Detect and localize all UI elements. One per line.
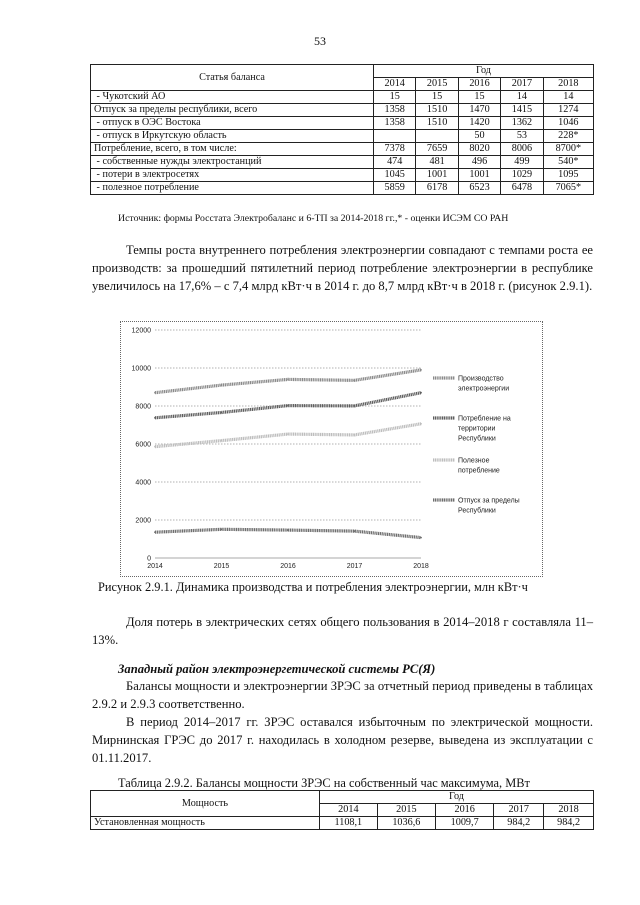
x-tick-label: 2018 xyxy=(413,563,429,570)
balance-year-2016: 2016 xyxy=(458,78,500,91)
table-cell: 228* xyxy=(543,130,593,143)
legend-label: Потребление на xyxy=(458,415,511,423)
row-label: - отпуск в Иркутскую область xyxy=(91,130,374,143)
legend-label: территории xyxy=(458,425,496,433)
paragraph-growth: Темпы роста внутреннего потребления электроэнергии совпадают с темпами роста ее производств: за прошедший пятилетний период потребление электроэнергии в республике увеличилось на 17,6% – с 7,4 млрд кВт·ч в 2014 г. до 8,7 млрд кВт·ч в 2018 г. (рисунок 2.9.1). xyxy=(92,243,593,293)
data-point xyxy=(221,412,223,414)
table-cell: 53 xyxy=(501,130,543,143)
table-cell: 1274 xyxy=(543,104,593,117)
data-point xyxy=(221,384,223,386)
power-year-2017: 2017 xyxy=(494,804,544,817)
data-point xyxy=(287,529,289,531)
table-cell: 1510 xyxy=(416,117,458,130)
table-cell: 5859 xyxy=(374,182,416,195)
paragraph-losses: Доля потерь в электрических сетях общего пользования в 2014–2018 г составляла 11–13%. xyxy=(92,615,593,647)
table-cell: 8006 xyxy=(501,143,543,156)
data-point xyxy=(154,446,156,448)
table-cell: 1001 xyxy=(416,169,458,182)
data-point xyxy=(420,423,422,425)
table-row xyxy=(91,91,594,104)
table-row xyxy=(91,117,594,130)
row-label: - собственные нужды электростанций xyxy=(91,156,374,169)
row-label: Потребление, всего, в том числе: xyxy=(91,143,374,156)
balance-table xyxy=(90,64,594,195)
table-cell: 6478 xyxy=(501,182,543,195)
table-cell: 1108,1 xyxy=(320,817,378,830)
paragraph-period: В период 2014–2017 гг. ЗРЭС оставался избыточным по электрической мощности. Мирнинская ГРЭС до 2017 г. находилась в холодном резерве, выведена из эксплуатации с 01.11.2017. xyxy=(92,715,593,765)
table-cell: 15 xyxy=(374,91,416,104)
balance-year-group: Год xyxy=(374,65,594,78)
balance-year-2017: 2017 xyxy=(501,78,543,91)
table-cell: 496 xyxy=(458,156,500,169)
table-cell: 14 xyxy=(543,91,593,104)
table-cell: 1045 xyxy=(374,169,416,182)
legend-label: Отпуск за пределы xyxy=(458,497,520,505)
row-label: Отпуск за пределы республики, всего xyxy=(91,104,374,117)
legend-label: Республики xyxy=(458,507,496,515)
data-point xyxy=(287,379,289,381)
data-point xyxy=(354,434,356,436)
table-cell: 1510 xyxy=(416,104,458,117)
table-cell: 1036,6 xyxy=(377,817,435,830)
data-point xyxy=(154,417,156,419)
balance-header-label: Статья баланса xyxy=(91,65,374,91)
y-tick-label: 8000 xyxy=(135,403,151,411)
table-cell: 1420 xyxy=(458,117,500,130)
table-row xyxy=(91,104,594,117)
table-row xyxy=(91,156,594,169)
row-label: Установленная мощность xyxy=(91,817,320,830)
table-cell: 984,2 xyxy=(494,817,544,830)
power-year-2016: 2016 xyxy=(436,804,494,817)
row-label: - Чукотский АО xyxy=(91,91,374,104)
legend-label: электроэнергии xyxy=(458,385,510,393)
table-cell: 984,2 xyxy=(544,817,594,830)
data-point xyxy=(154,531,156,533)
table-cell: 1095 xyxy=(543,169,593,182)
data-point xyxy=(420,369,422,371)
table-cell: 14 xyxy=(501,91,543,104)
table-cell: 481 xyxy=(416,156,458,169)
data-point xyxy=(354,530,356,532)
chart-container xyxy=(120,321,543,577)
y-tick-label: 10000 xyxy=(131,365,151,373)
table-cell: 7065* xyxy=(543,182,593,195)
table-cell: 15 xyxy=(458,91,500,104)
legend-label: Производство xyxy=(458,375,504,383)
section-title: Западный район электроэнергетической системы РС(Я) xyxy=(118,662,436,676)
table-cell: 8700* xyxy=(543,143,593,156)
table-row xyxy=(91,143,594,156)
table-row xyxy=(91,182,594,195)
power-table xyxy=(90,790,594,830)
table-cell: 1029 xyxy=(501,169,543,182)
table-cell: 1415 xyxy=(501,104,543,117)
series-line xyxy=(155,424,421,447)
paragraph-balances: Балансы мощности и электроэнергии ЗРЭС за отчетный период приведены в таблицах 2.9.2 и 2.9.3 соответственно. xyxy=(92,679,593,711)
figure-caption: Рисунок 2.9.1. Динамика производства и потребления электроэнергии, млн кВт·ч xyxy=(98,580,528,594)
table-cell: 1358 xyxy=(374,104,416,117)
table-cell: 1009,7 xyxy=(436,817,494,830)
table-cell: 6178 xyxy=(416,182,458,195)
power-year-group: Год xyxy=(320,791,594,804)
data-point xyxy=(287,405,289,407)
power-year-2014: 2014 xyxy=(320,804,378,817)
data-point xyxy=(287,433,289,435)
y-tick-label: 4000 xyxy=(135,479,151,487)
power-year-2018: 2018 xyxy=(544,804,594,817)
table-row xyxy=(91,130,594,143)
y-tick-label: 12000 xyxy=(131,327,151,335)
table-cell: 8020 xyxy=(458,143,500,156)
source-note: Источник: формы Росстата Электробаланс и 6-ТП за 2014-2018 гг.,* - оценки ИСЭМ СО РАН xyxy=(118,213,509,224)
x-tick-label: 2017 xyxy=(346,563,363,570)
row-label: - отпуск в ОЭС Востока xyxy=(91,117,374,130)
power-year-2015: 2015 xyxy=(377,804,435,817)
y-tick-label: 2000 xyxy=(135,517,151,525)
data-point xyxy=(221,528,223,530)
table-cell: 1362 xyxy=(501,117,543,130)
series-line xyxy=(155,370,421,393)
data-point xyxy=(221,440,223,442)
table-cell: 6523 xyxy=(458,182,500,195)
balance-year-2015: 2015 xyxy=(416,78,458,91)
table-cell xyxy=(374,130,416,143)
table-cell: 15 xyxy=(416,91,458,104)
table-cell: 499 xyxy=(501,156,543,169)
balance-year-2018: 2018 xyxy=(543,78,593,91)
table-cell: 1470 xyxy=(458,104,500,117)
line-chart xyxy=(121,322,542,576)
table-cell: 474 xyxy=(374,156,416,169)
page-number: 53 xyxy=(314,34,326,48)
y-tick-label: 6000 xyxy=(135,441,151,449)
legend-label: Республики xyxy=(458,435,496,443)
power-header-label: Мощность xyxy=(91,791,320,817)
table-cell: 7659 xyxy=(416,143,458,156)
table-cell: 1358 xyxy=(374,117,416,130)
data-point xyxy=(420,392,422,394)
table-row xyxy=(91,817,594,830)
row-label: - потери в электросетях xyxy=(91,169,374,182)
data-point xyxy=(354,379,356,381)
x-tick-label: 2014 xyxy=(147,563,163,570)
table-cell: 1001 xyxy=(458,169,500,182)
balance-year-2014: 2014 xyxy=(374,78,416,91)
row-label: - полезное потребление xyxy=(91,182,374,195)
x-tick-label: 2015 xyxy=(213,563,230,570)
legend-label: потребление xyxy=(458,467,500,475)
data-point xyxy=(420,537,422,539)
table-cell: 540* xyxy=(543,156,593,169)
table-cell: 50 xyxy=(458,130,500,143)
table-cell: 7378 xyxy=(374,143,416,156)
data-point xyxy=(354,405,356,407)
legend-label: Полезное xyxy=(458,457,490,465)
table-cell xyxy=(416,130,458,143)
x-tick-label: 2016 xyxy=(280,563,296,570)
table-row xyxy=(91,169,594,182)
table-cell: 1046 xyxy=(543,117,593,130)
data-point xyxy=(154,392,156,394)
y-tick-label: 0 xyxy=(147,555,151,563)
table-caption: Таблица 2.9.2. Балансы мощности ЗРЭС на собственный час максимума, МВт xyxy=(118,776,530,790)
